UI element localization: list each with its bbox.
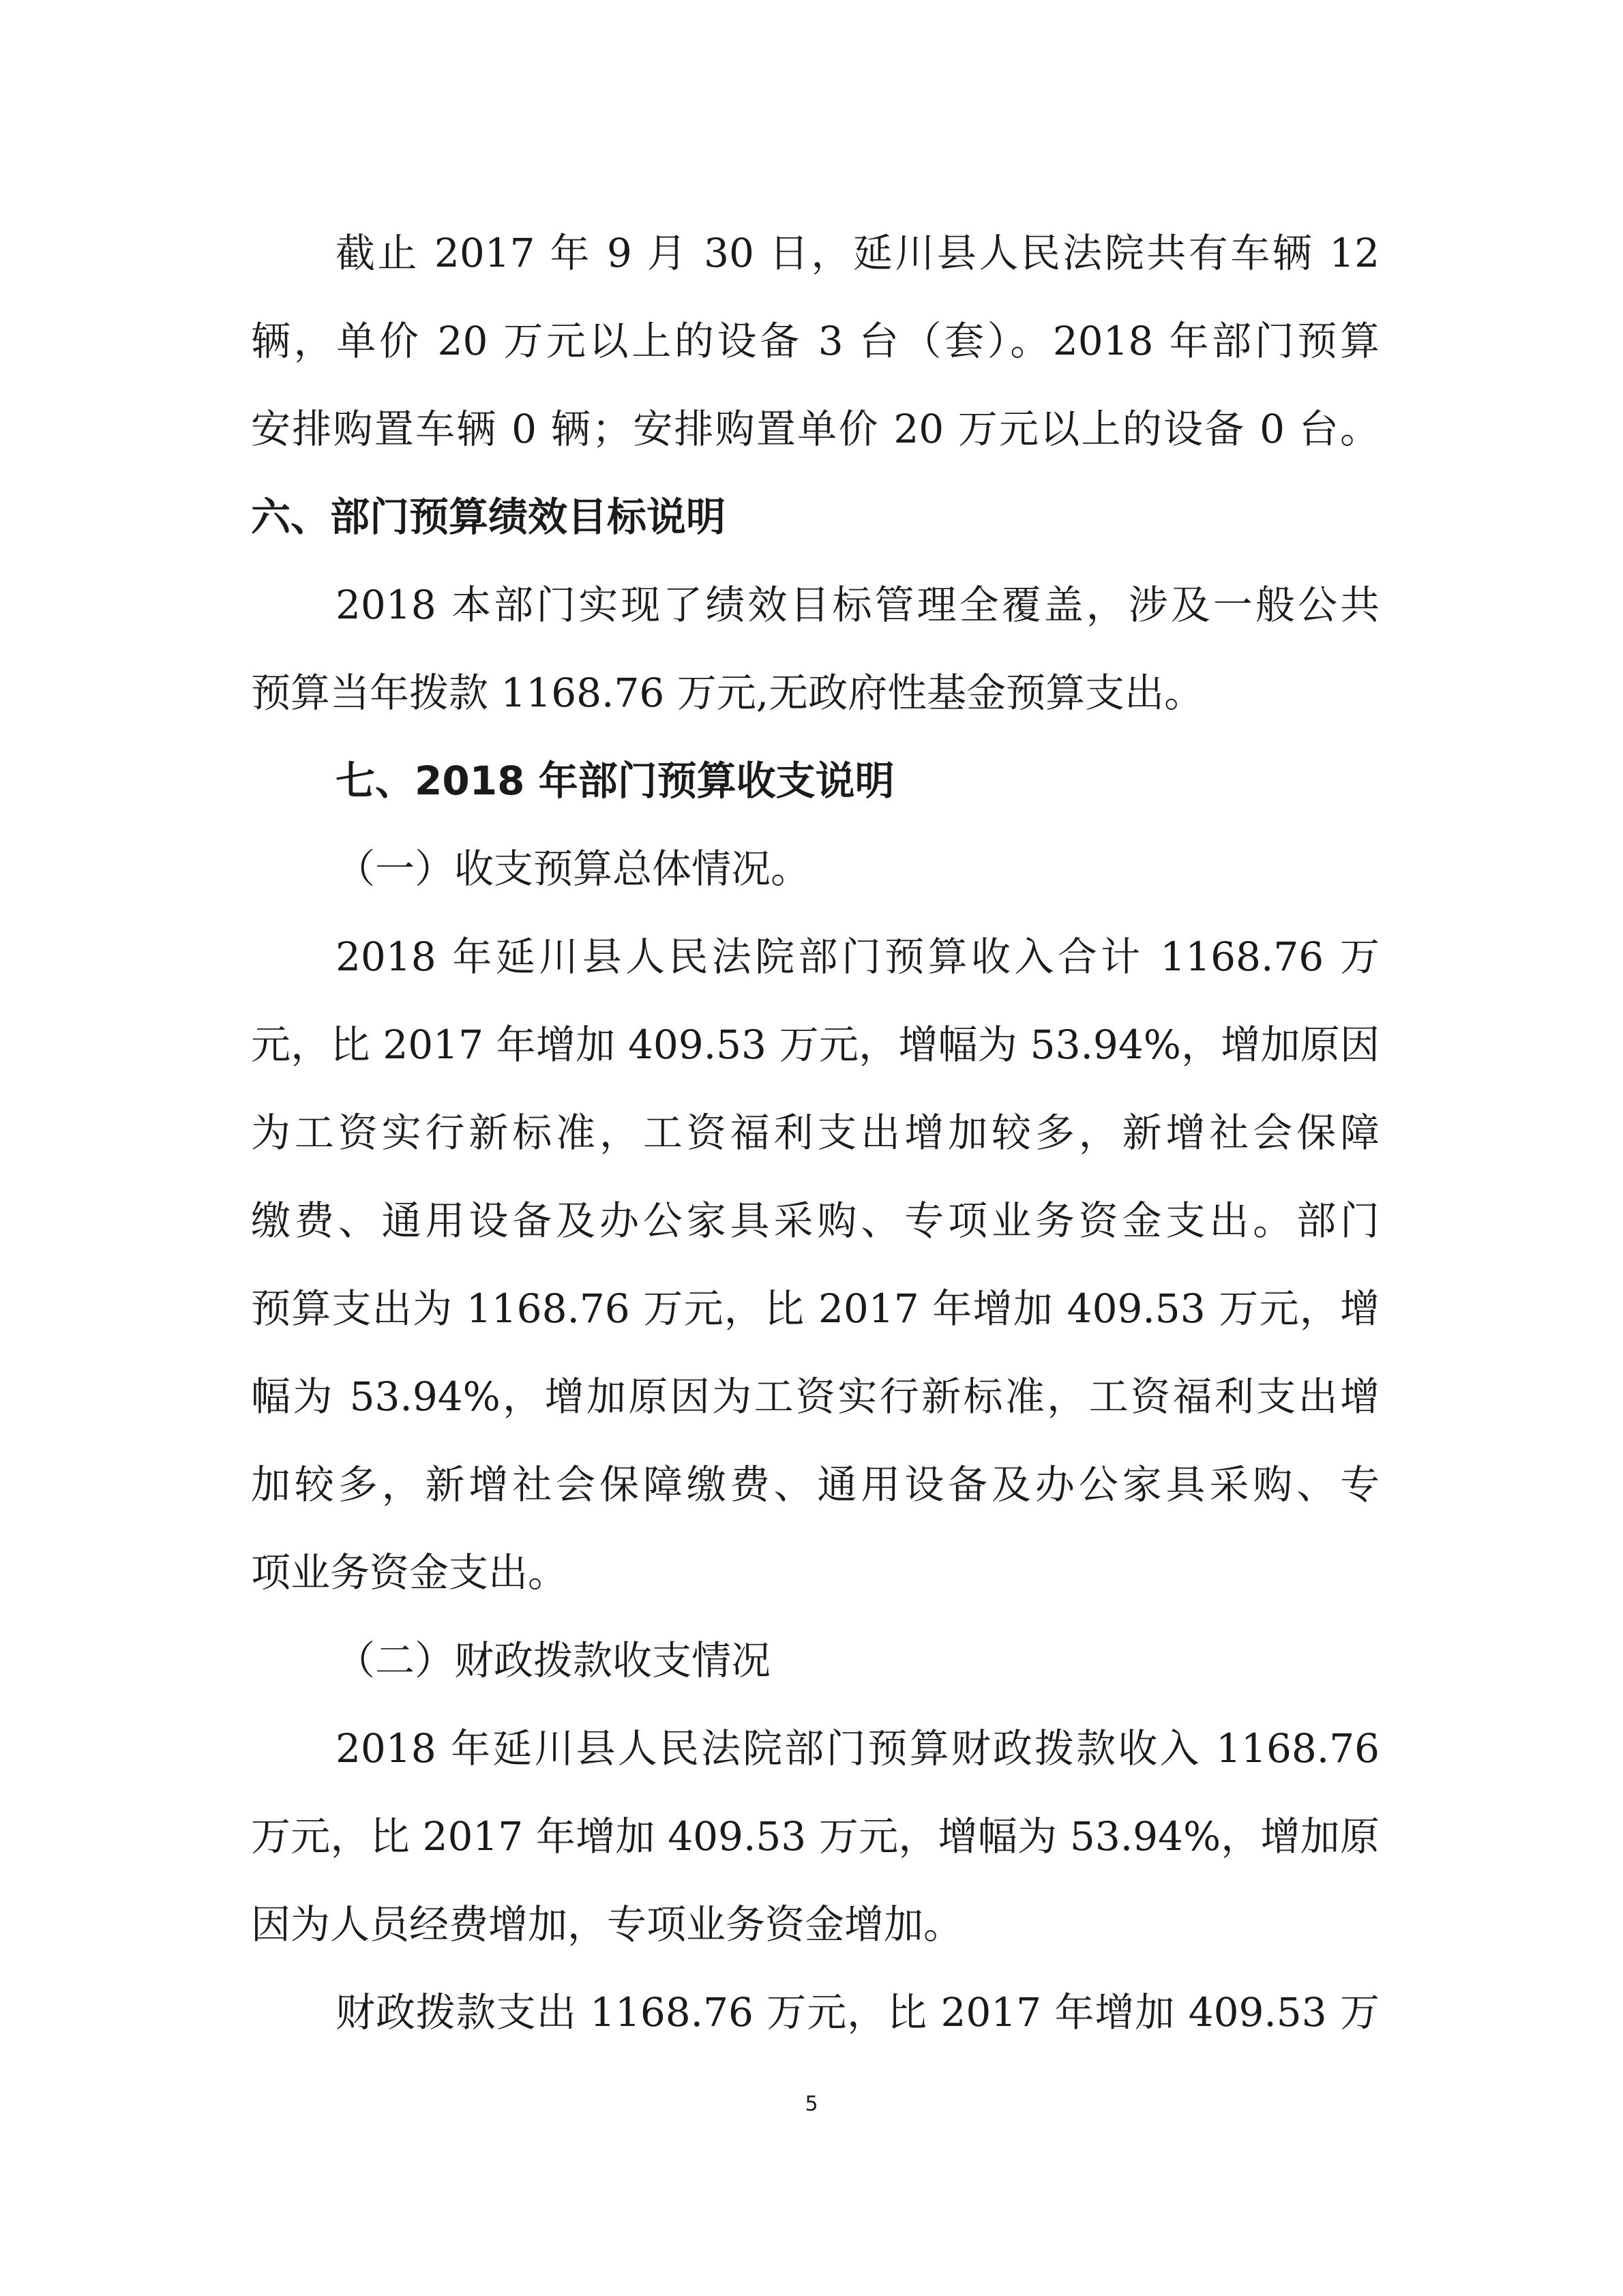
paragraph-budget-overall-line-4: 缴费、通用设备及办公家具采购、专项业务资金支出。部门 (251, 1197, 1380, 1244)
page-number: 5 (805, 2092, 818, 2116)
subsection-heading-one: （一）收支预算总体情况。 (336, 846, 811, 892)
paragraph-budget-overall-line-7: 加较多，新增社会保障缴费、通用设备及办公家具采购、专 (251, 1461, 1380, 1508)
paragraph-budget-overall-line-3: 为工资实行新标准，工资福利支出增加较多，新增社会保障 (251, 1109, 1380, 1156)
paragraph-vehicles-line-3: 安排购置车辆 0 辆；安排购置单价 20 万元以上的设备 0 台。 (251, 406, 1380, 452)
paragraph-budget-overall-line-5: 预算支出为 1168.76 万元，比 2017 年增加 409.53 万元，增 (251, 1285, 1380, 1332)
paragraph-performance-line-2: 预算当年拨款 1168.76 万元,无政府性基金预算支出。 (251, 670, 1204, 716)
paragraph-budget-overall-line-6: 幅为 53.94%，增加原因为工资实行新标准，工资福利支出增 (251, 1373, 1380, 1420)
paragraph-fiscal-allocation-line-1: 2018 年延川县人民法院部门预算财政拨款收入 1168.76 (336, 1725, 1380, 1772)
paragraph-budget-overall-line-2: 元，比 2017 年增加 409.53 万元，增幅为 53.94%，增加原因 (251, 1022, 1380, 1068)
paragraph-performance-line-1: 2018 本部门实现了绩效目标管理全覆盖，涉及一般公共 (336, 582, 1380, 628)
paragraph-vehicles-line-1: 截止 2017 年 9 月 30 日，延川县人民法院共有车辆 12 (336, 230, 1380, 276)
section-heading-seven: 七、2018 年部门预算收支说明 (336, 758, 895, 804)
paragraph-budget-overall-line-1: 2018 年延川县人民法院部门预算收入合计 1168.76 万 (336, 934, 1380, 980)
paragraph-fiscal-allocation-line-3: 因为人员经费增加，专项业务资金增加。 (251, 1901, 964, 1948)
paragraph-fiscal-allocation-line-2: 万元，比 2017 年增加 409.53 万元，增幅为 53.94%，增加原 (251, 1813, 1380, 1860)
paragraph-vehicles-line-2: 辆，单价 20 万元以上的设备 3 台（套）。2018 年部门预算 (251, 318, 1380, 364)
subsection-heading-two: （二）财政拨款收支情况 (336, 1637, 771, 1684)
paragraph-fiscal-expenditure-line-1: 财政拨款支出 1168.76 万元，比 2017 年增加 409.53 万 (336, 1989, 1380, 2036)
section-heading-six: 六、部门预算绩效目标说明 (251, 494, 726, 540)
paragraph-budget-overall-line-8: 项业务资金支出。 (251, 1549, 568, 1596)
